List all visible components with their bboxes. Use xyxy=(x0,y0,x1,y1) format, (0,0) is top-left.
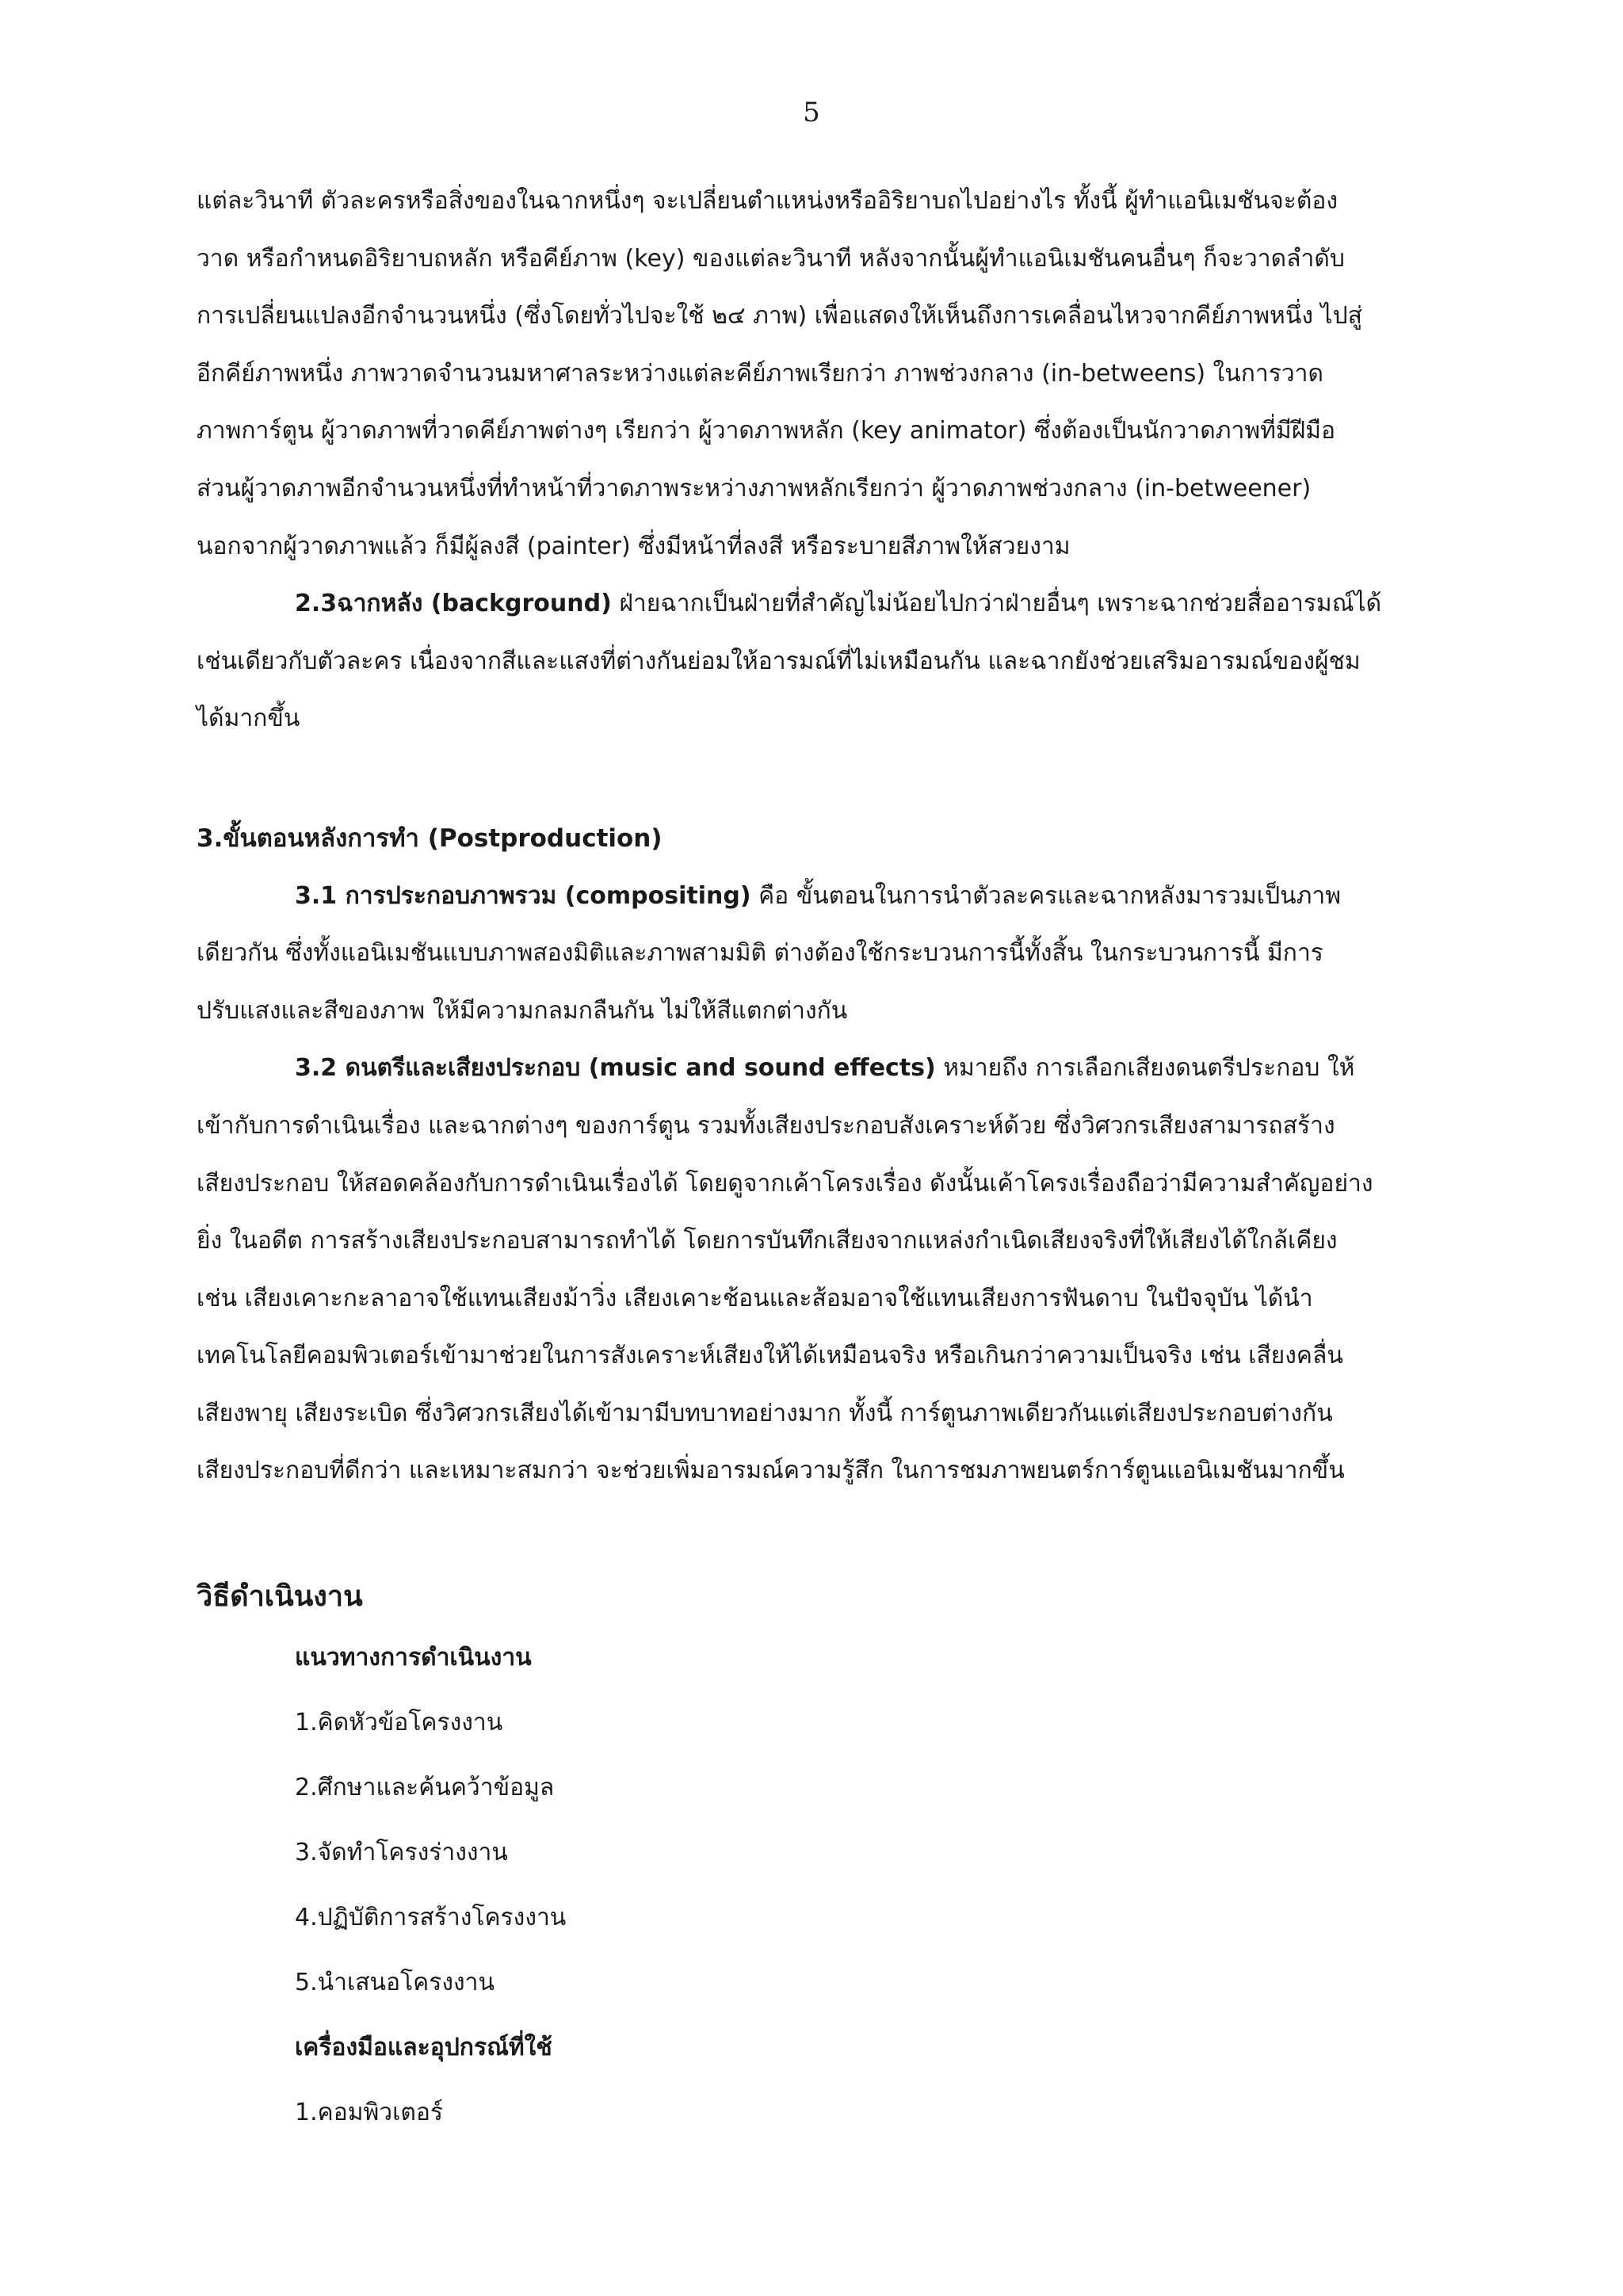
compositing-heading: 3.1 การประกอบภาพรวม (compositing) xyxy=(295,881,751,910)
tools-heading: เครื่องมือและอุปกรณ์ที่ใช้ xyxy=(295,2034,552,2062)
paragraph-line: การเปลี่ยนแปลงอีกจำนวนหนึ่ง (ซึ่งโดยทั่วไปจะใช้ ๒๔ ภาพ) เพื่อแสดงให้เห็นถึงการเคลื่อนไหวจากคีย์ภาพหนึ่ง ไปสู่ xyxy=(197,302,1362,330)
paragraph-line: นอกจากผู้วาดภาพแล้ว ก็มีผู้ลงสี (painter) ซึ่งมีหน้าที่ลงสี หรือระบายสีภาพให้สวยงาม xyxy=(197,532,1071,560)
paragraph-line: เดียวกัน ซึ่งทั้งแอนิเมชันแบบภาพสองมิติและภาพสามมิติ ต่างต้องใช้กระบวนการนี้ทั้งสิ้น ในกระบวนการนี้ มีการ xyxy=(197,939,1323,968)
list-item: 3.จัดทำโครงร่างงาน xyxy=(295,1839,508,1867)
paragraph-line: เช่นเดียวกับตัวละคร เนื่องจากสีและแสงที่ต่างกันย่อมให้อารมณ์ที่ไม่เหมือนกัน และฉากยังช่วยเสริมอารมณ์ของผู้ชม xyxy=(197,647,1361,675)
paragraph-line: เสียงประกอบที่ดีกว่า และเหมาะสมกว่า จะช่วยเพิ่มอารมณ์ความรู้สึก ในการชมภาพยนตร์การ์ตูนแอนิเมชันมากขึ้น xyxy=(197,1457,1345,1485)
paragraph-line: ส่วนผู้วาดภาพอีกจำนวนหนึ่งที่ทำหน้าที่วาดภาพระหว่างภาพหลักเรียกว่า ผู้วาดภาพช่วงกลาง (in-betweener) xyxy=(197,474,1312,502)
compositing-first-line-text: คือ ขั้นตอนในการนำตัวละครและฉากหลังมารวมเป็นภาพ xyxy=(750,881,1342,910)
paragraph-line: เช่น เสียงเคาะกะลาอาจใช้แทนเสียงม้าวิ่ง เสียงเคาะช้อนและส้อมอาจใช้แทนเสียงการฟันดาบ ในปัจจุบัน ได้นำ xyxy=(197,1284,1313,1312)
method-heading: วิธีดำเนินงาน xyxy=(197,1580,363,1614)
compositing-paragraph xyxy=(197,868,1525,1041)
paragraph-line: ยิ่ง ในอดีต การสร้างเสียงประกอบสามารถทำได้ โดยการบันทึกเสียงจากแหล่งกำเนิดเสียงจริงที่ให้เสียงได้ใกล้เคียง xyxy=(197,1227,1338,1255)
animation-paragraph xyxy=(197,173,1525,575)
paragraph-line: วาด หรือกำหนดอิริยาบถหลัก หรือคีย์ภาพ (key) ของแต่ละวินาที หลังจากนั้นผู้ทำแอนิเมชันคนอื่นๆ ก็จะวาดลำดับ xyxy=(197,244,1345,273)
paragraph-line xyxy=(197,868,1525,926)
music-paragraph xyxy=(197,1040,1525,1500)
list-item: 5.นำเสนอโครงงาน xyxy=(295,1969,495,1997)
page-number: 5 xyxy=(803,97,820,128)
list-item: 1.คอมพิวเตอร์ xyxy=(295,2099,443,2127)
paragraph-line: เสียงพายุ เสียงระเบิด ซึ่งวิศวกรเสียงได้เข้ามามีบทบาทอย่างมาก ทั้งนี้ การ์ตูนภาพเดียวกันแต่เสียงประกอบต่างกัน xyxy=(197,1399,1333,1427)
background-first-line-text: ฝ่ายฉากเป็นฝ่ายที่สำคัญไม่น้อยไปกว่าฝ่ายอื่นๆ เพราะฉากช่วยสื่ออารมณ์ได้ xyxy=(611,590,1382,618)
paragraph-line: เทคโนโลยีคอมพิวเตอร์เข้ามาช่วยในการสังเคราะห์เสียงให้ได้เหมือนจริง หรือเกินกว่าความเป็นจริง เช่น เสียงคลื่น xyxy=(197,1342,1343,1370)
spacer xyxy=(197,748,1525,810)
paragraph-line: ปรับแสงและสีของภาพ ให้มีความกลมกลืนกัน ไม่ให้สีแตกต่างกัน xyxy=(197,996,848,1025)
postproduction-heading: 3.ขั้นตอนหลังการทำ (Postproduction) xyxy=(197,823,663,853)
paragraph-line: ภาพการ์ตูน ผู้วาดภาพที่วาดคีย์ภาพต่างๆ เรียกว่า ผู้วาดภาพหลัก (key animator) ซึ่งต้องเป็นนักวาดภาพที่มีฝีมือ xyxy=(197,417,1336,445)
page-content xyxy=(197,173,1525,2145)
background-paragraph xyxy=(197,575,1525,748)
paragraph-line: ได้มากขึ้น xyxy=(197,705,300,733)
paragraph-line: แต่ละวินาที ตัวละครหรือสิ่งของในฉากหนึ่งๆ จะเปลี่ยนตำแหน่งหรืออิริยาบถไปอย่างไร ทั้งนี้ ผู้ทำแอนิเมชันจะต้อง xyxy=(197,187,1338,215)
list-item: 4.ปฏิบัติการสร้างโครงงาน xyxy=(295,1904,567,1932)
guidelines-heading: แนวทางการดำเนินงาน xyxy=(295,1644,532,1672)
music-heading: 3.2 ดนตรีและเสียงประกอบ (music and sound effects) xyxy=(295,1054,936,1083)
background-heading: 2.3ฉากหลัง (background) xyxy=(295,590,612,618)
music-first-line-text: หมายถึง การเลือกเสียงดนตรีประกอบ ให้ xyxy=(935,1054,1355,1083)
list-item: 2.ศึกษาและค้นคว้าข้อมูล xyxy=(295,1774,555,1802)
paragraph-line: อีกคีย์ภาพหนึ่ง ภาพวาดจำนวนมหาศาลระหว่างแต่ละคีย์ภาพเรียกว่า ภาพช่วงกลาง (in-betweens) ในการวาด xyxy=(197,359,1324,388)
paragraph-line: เข้ากับการดำเนินเรื่อง และฉากต่างๆ ของการ์ตูน รวมทั้งเสียงประกอบสังเคราะห์ด้วย ซึ่งวิศวกรเสียงสามารถสร้าง xyxy=(197,1111,1335,1140)
paragraph-line xyxy=(197,575,1525,633)
paragraph-line xyxy=(197,1040,1525,1098)
list-item: 1.คิดหัวข้อโครงงาน xyxy=(295,1709,503,1737)
paragraph-line: เสียงประกอบ ให้สอดคล้องกับการดำเนินเรื่องได้ โดยดูจากเค้าโครงเรื่อง ดังนั้นเค้าโครงเรื่องถือว่ามีความสำคัญอย่าง xyxy=(197,1169,1373,1198)
spacer xyxy=(197,1500,1525,1568)
